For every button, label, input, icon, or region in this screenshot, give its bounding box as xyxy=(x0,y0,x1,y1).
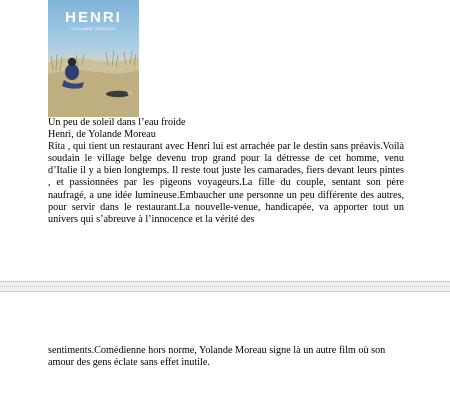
document-page-2 xyxy=(0,292,450,412)
poster-title: HENRI xyxy=(65,9,122,26)
article-headline: Un peu de soleil dans l’eau froide xyxy=(48,117,186,128)
page-break-dotted-line xyxy=(0,286,450,287)
page-break xyxy=(0,281,450,292)
movie-poster-image xyxy=(48,0,139,117)
article-body-continuation: sentiments.Comédienne hors norme, Yolande Moreau signe là un autre film où son amour des gens éclate sans effet inutile. xyxy=(48,345,386,369)
poster-credit: YOLANDE MOREAU xyxy=(71,26,116,31)
article-text xyxy=(48,117,404,226)
article-body: Rita , qui tient un restaurant avec Henri lui est arrachée par le destin sans préavis.Voilà soudain le village belge devenu trop grand pour la détresse de cet homme, venu d’Italie il y a bien longtemps. Il reste tout juste les camarades, fiers devant leurs pintes , et passionnées par les pigeons voyageurs.La fille du couple, sentant son père naufragé, a une idée lumineuse.Embaucher une personne un peu différente des autres, pour servir dans le restaurant.La nouvelle-venue, handicapée, va apporter tout un univers qui s’abreuve à l’innocence et la vérité des xyxy=(48,141,404,225)
article-subtitle: Henri, de Yolande Moreau xyxy=(48,129,156,141)
